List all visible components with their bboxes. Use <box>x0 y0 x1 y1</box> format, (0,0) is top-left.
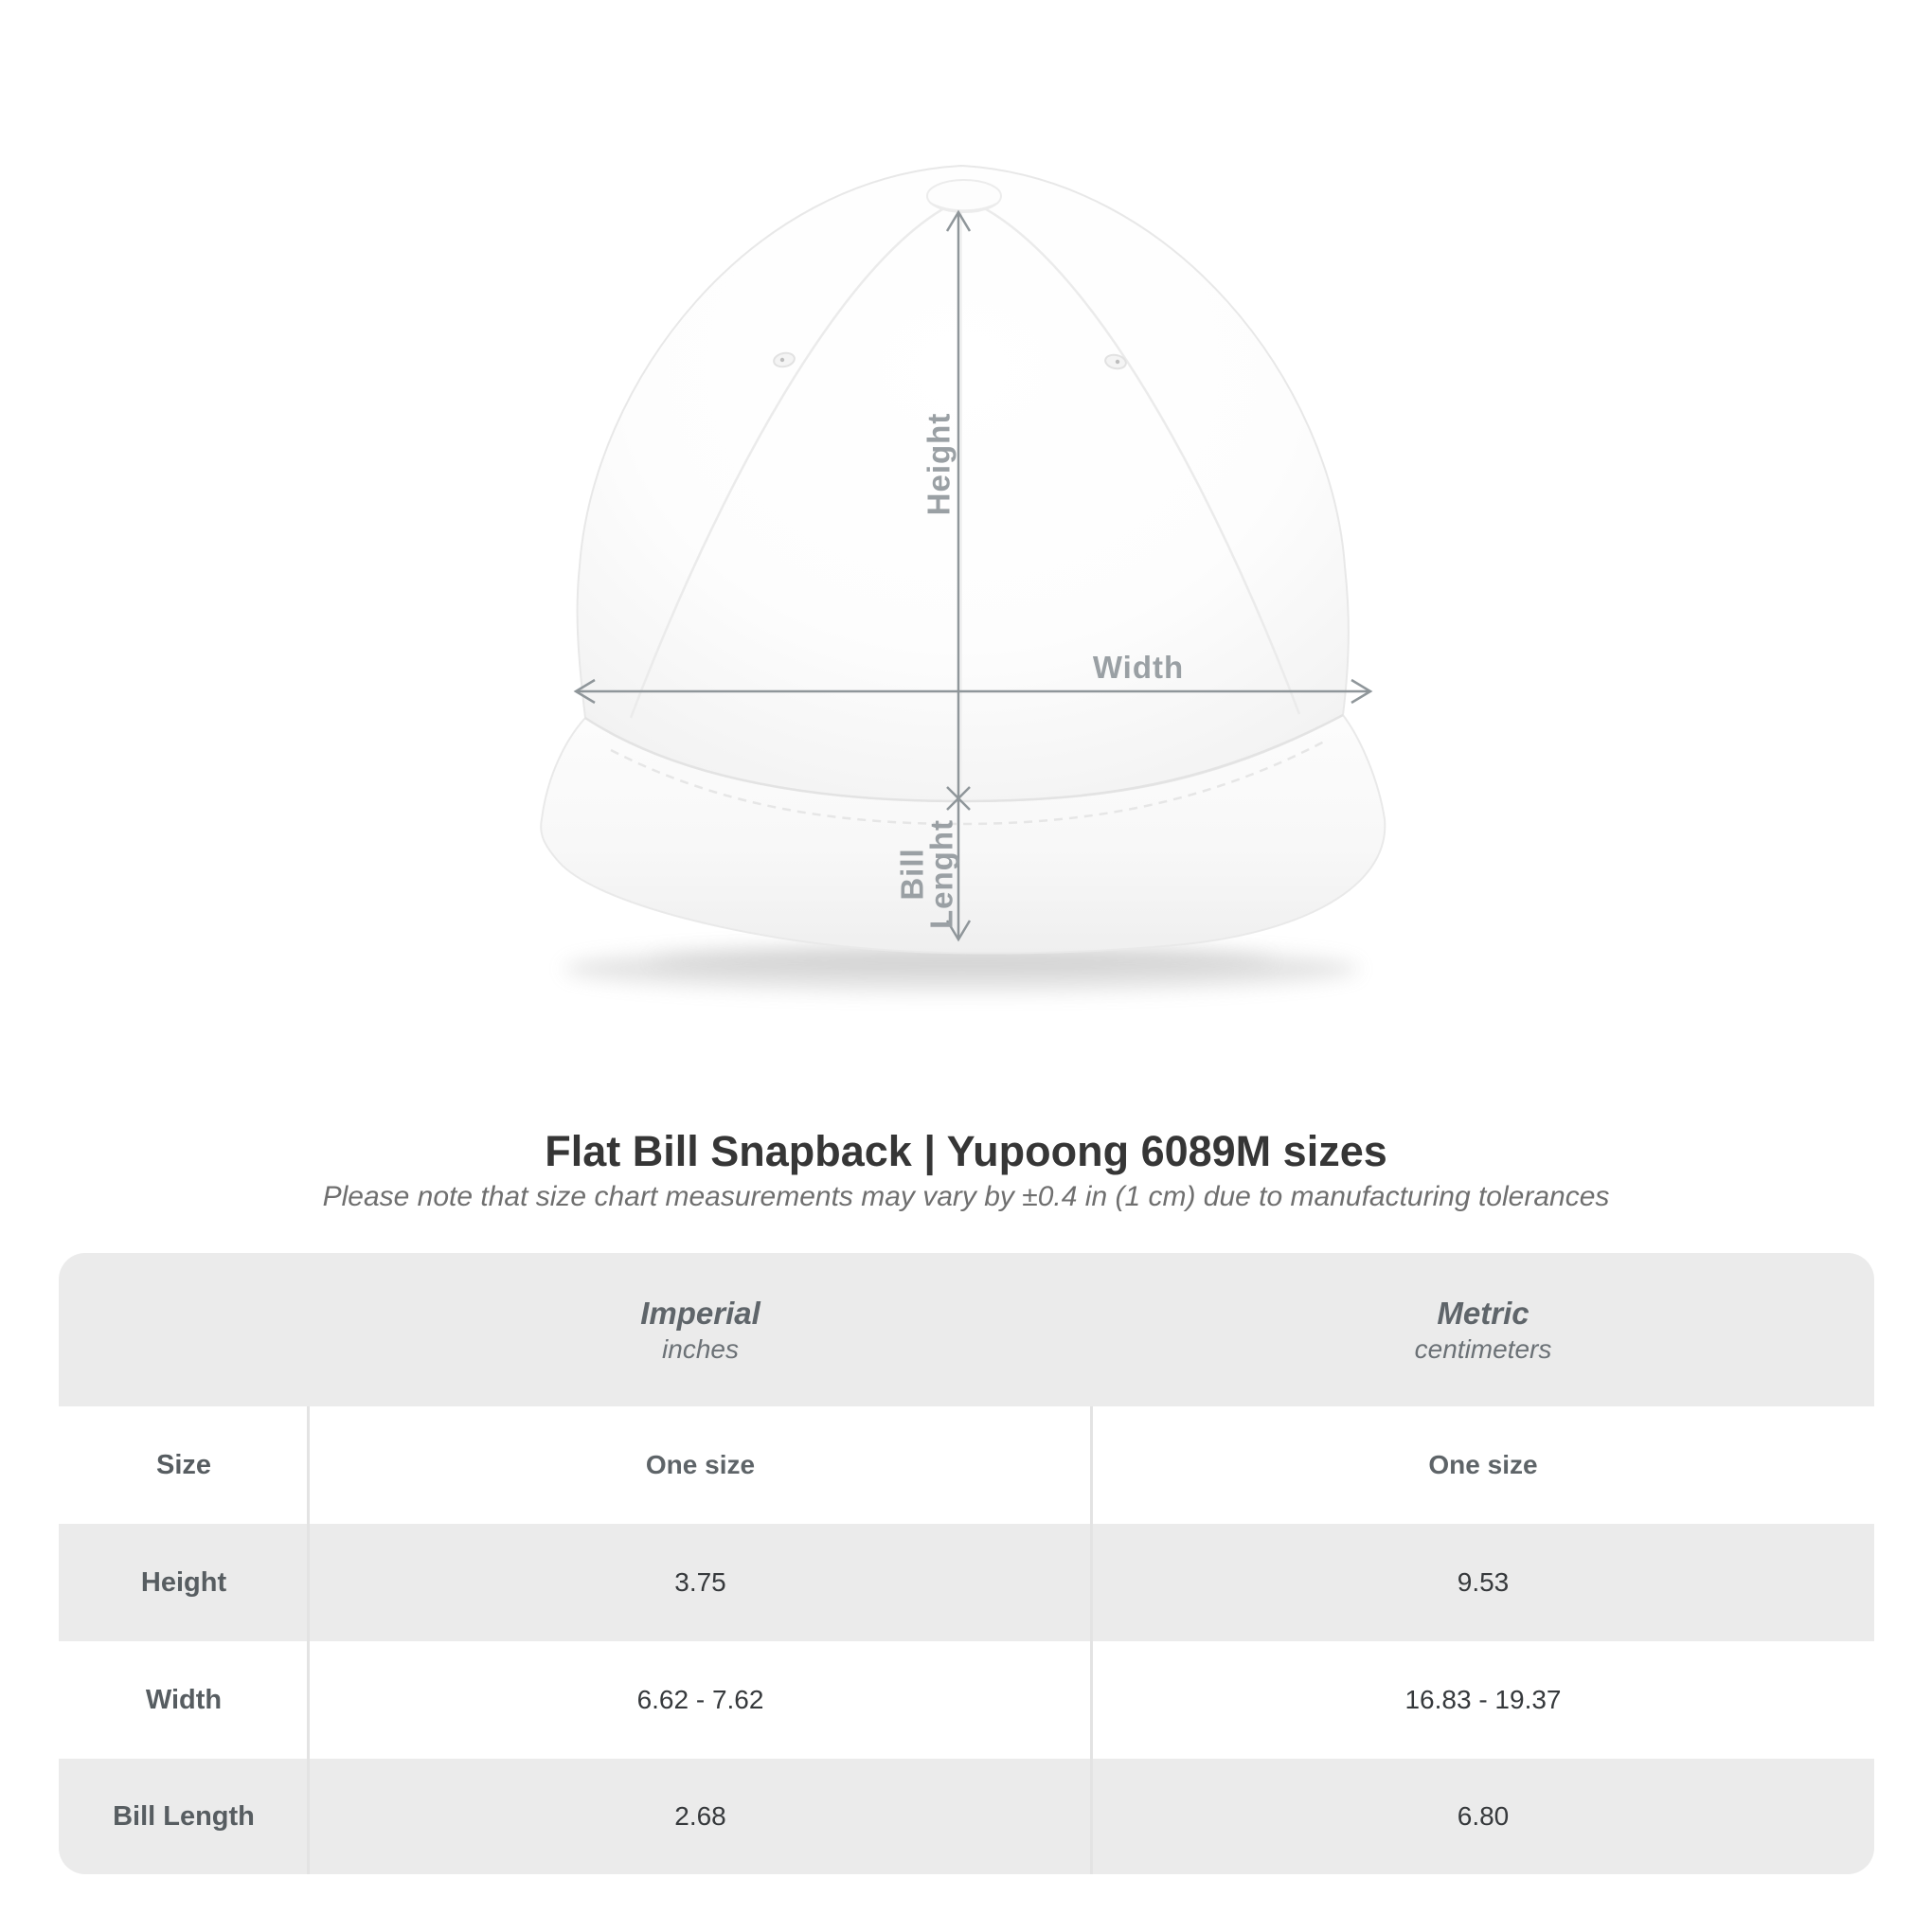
table-row-height <box>59 1524 1874 1641</box>
size-imperial-value: One size <box>645 1450 756 1479</box>
bill-length-dim-label-line2: Lenght <box>923 819 959 929</box>
hat-crown <box>578 166 1349 801</box>
table-row-bill-length <box>59 1759 1874 1874</box>
column-divider-1 <box>307 1406 310 1874</box>
table-row-size <box>59 1406 1874 1524</box>
height-metric-value: 9.53 <box>1457 1567 1510 1597</box>
bill-length-dim-label-line1: Bill <box>894 848 930 901</box>
width-dim-label: Width <box>1092 650 1185 685</box>
bill-length-metric-value: 6.80 <box>1457 1801 1510 1831</box>
row-label-bill-length: Bill Length <box>113 1800 255 1832</box>
height-imperial-value: 3.75 <box>674 1567 726 1597</box>
table-header-band <box>59 1253 1874 1406</box>
height-dim-label: Height <box>921 412 957 516</box>
hat-button <box>927 180 1001 212</box>
size-metric-value: One size <box>1428 1450 1538 1479</box>
bill-length-imperial-value: 2.68 <box>674 1801 726 1831</box>
metric-column-unit: centimeters <box>1414 1333 1552 1364</box>
width-imperial-value: 6.62 - 7.62 <box>636 1685 764 1714</box>
imperial-column-unit: inches <box>662 1333 739 1364</box>
metric-column-label: Metric <box>1437 1295 1530 1331</box>
column-divider-2 <box>1090 1406 1093 1874</box>
row-label-size: Size <box>155 1449 212 1480</box>
tolerance-note: Please note that size chart measurements may vary by ±0.4 in (1 cm) due to manufacturing tolerances <box>322 1181 1610 1212</box>
width-metric-value: 16.83 - 19.37 <box>1404 1685 1562 1714</box>
row-label-height: Height <box>140 1566 227 1598</box>
metric-column-header <box>1092 1253 1874 1406</box>
imperial-column-label: Imperial <box>640 1295 760 1331</box>
imperial-column-header <box>309 1253 1092 1406</box>
size-table <box>59 1253 1874 1874</box>
hat-measurement-diagram <box>436 123 1496 1070</box>
row-label-width: Width <box>145 1684 223 1715</box>
page-title: Flat Bill Snapback | Yupoong 6089M sizes <box>545 1127 1387 1175</box>
table-row-width <box>59 1641 1874 1759</box>
